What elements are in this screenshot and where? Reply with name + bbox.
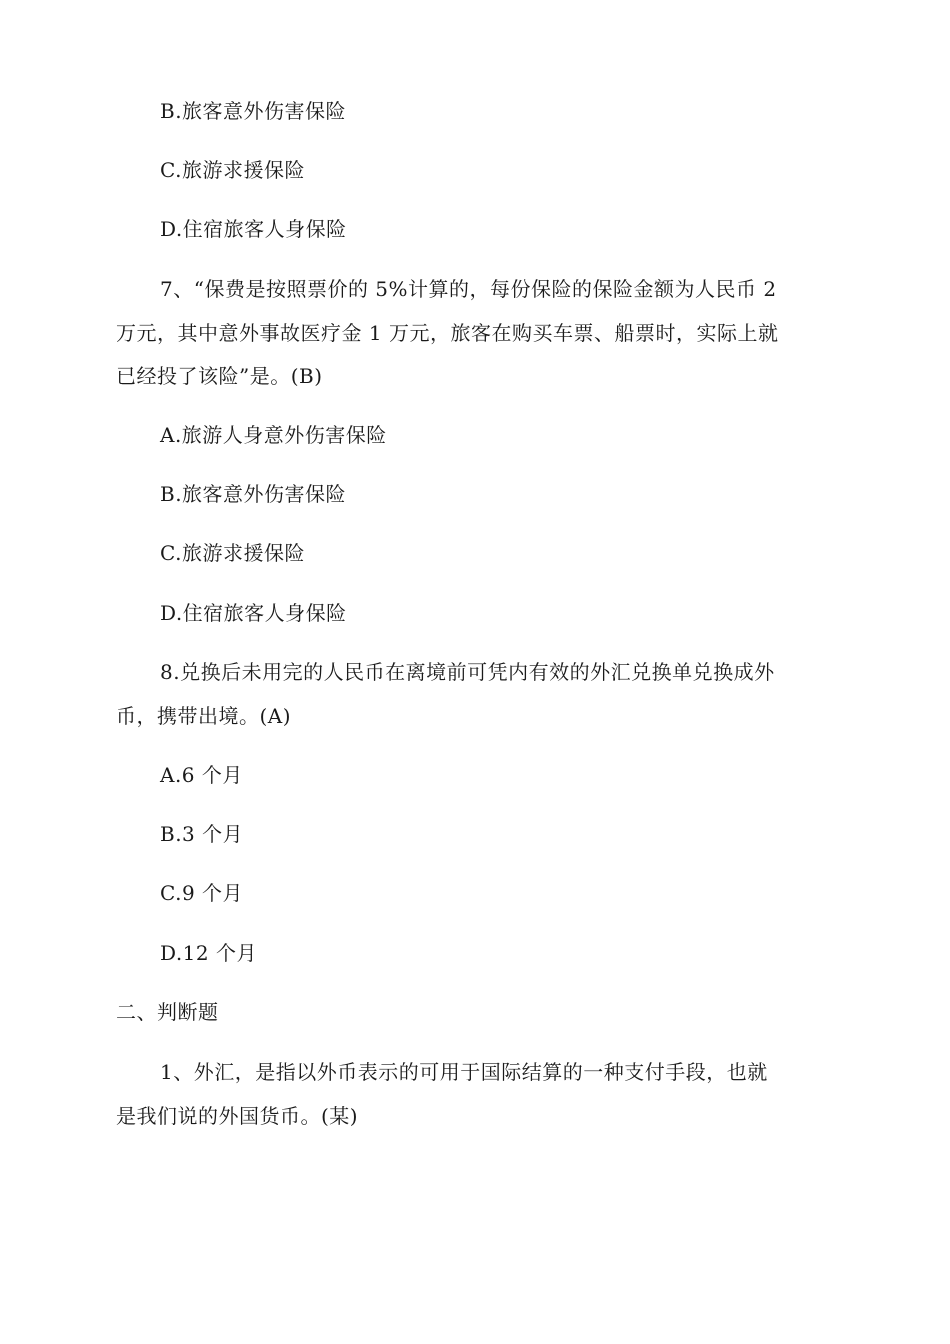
q8-text-line-1: 8.兑换后未用完的人民币在离境前可凭内有效的外汇兑换单兑换成外 (160, 660, 775, 684)
q7-option-c: C.旅游求援保险 (160, 541, 305, 565)
q8-option-b: B.3 个月 (160, 822, 244, 846)
q8-option-c: C.9 个月 (160, 881, 244, 905)
q8-text-line-2: 币，携带出境。(A) (116, 704, 292, 728)
tf-q1-text-line-1: 1、外汇，是指以外币表示的可用于国际结算的一种支付手段，也就 (160, 1060, 768, 1084)
q8-option-d: D.12 个月 (160, 941, 257, 965)
q7-text-line-1: 7、“保费是按照票价的 5%计算的，每份保险的保险金额为人民币 2 (160, 277, 777, 301)
q7-option-a: A.旅游人身意外伤害保险 (160, 423, 387, 447)
tf-q1-text-line-2: 是我们说的外国货币。(某) (116, 1104, 359, 1128)
q8-option-a: A.6 个月 (160, 763, 243, 787)
q6-option-b: B.旅客意外伤害保险 (160, 99, 347, 123)
q7-text-line-3: 已经投了该险”是。(B) (116, 364, 323, 388)
q7-option-d: D.住宿旅客人身保险 (160, 601, 347, 625)
q6-option-c: C.旅游求援保险 (160, 158, 305, 182)
q7-option-b: B.旅客意外伤害保险 (160, 482, 347, 506)
q7-text-line-2: 万元，其中意外事故医疗金 1 万元，旅客在购买车票、船票时，实际上就 (116, 321, 779, 345)
q6-option-d: D.住宿旅客人身保险 (160, 217, 347, 241)
section-heading-true-false: 二、判断题 (116, 1000, 219, 1024)
